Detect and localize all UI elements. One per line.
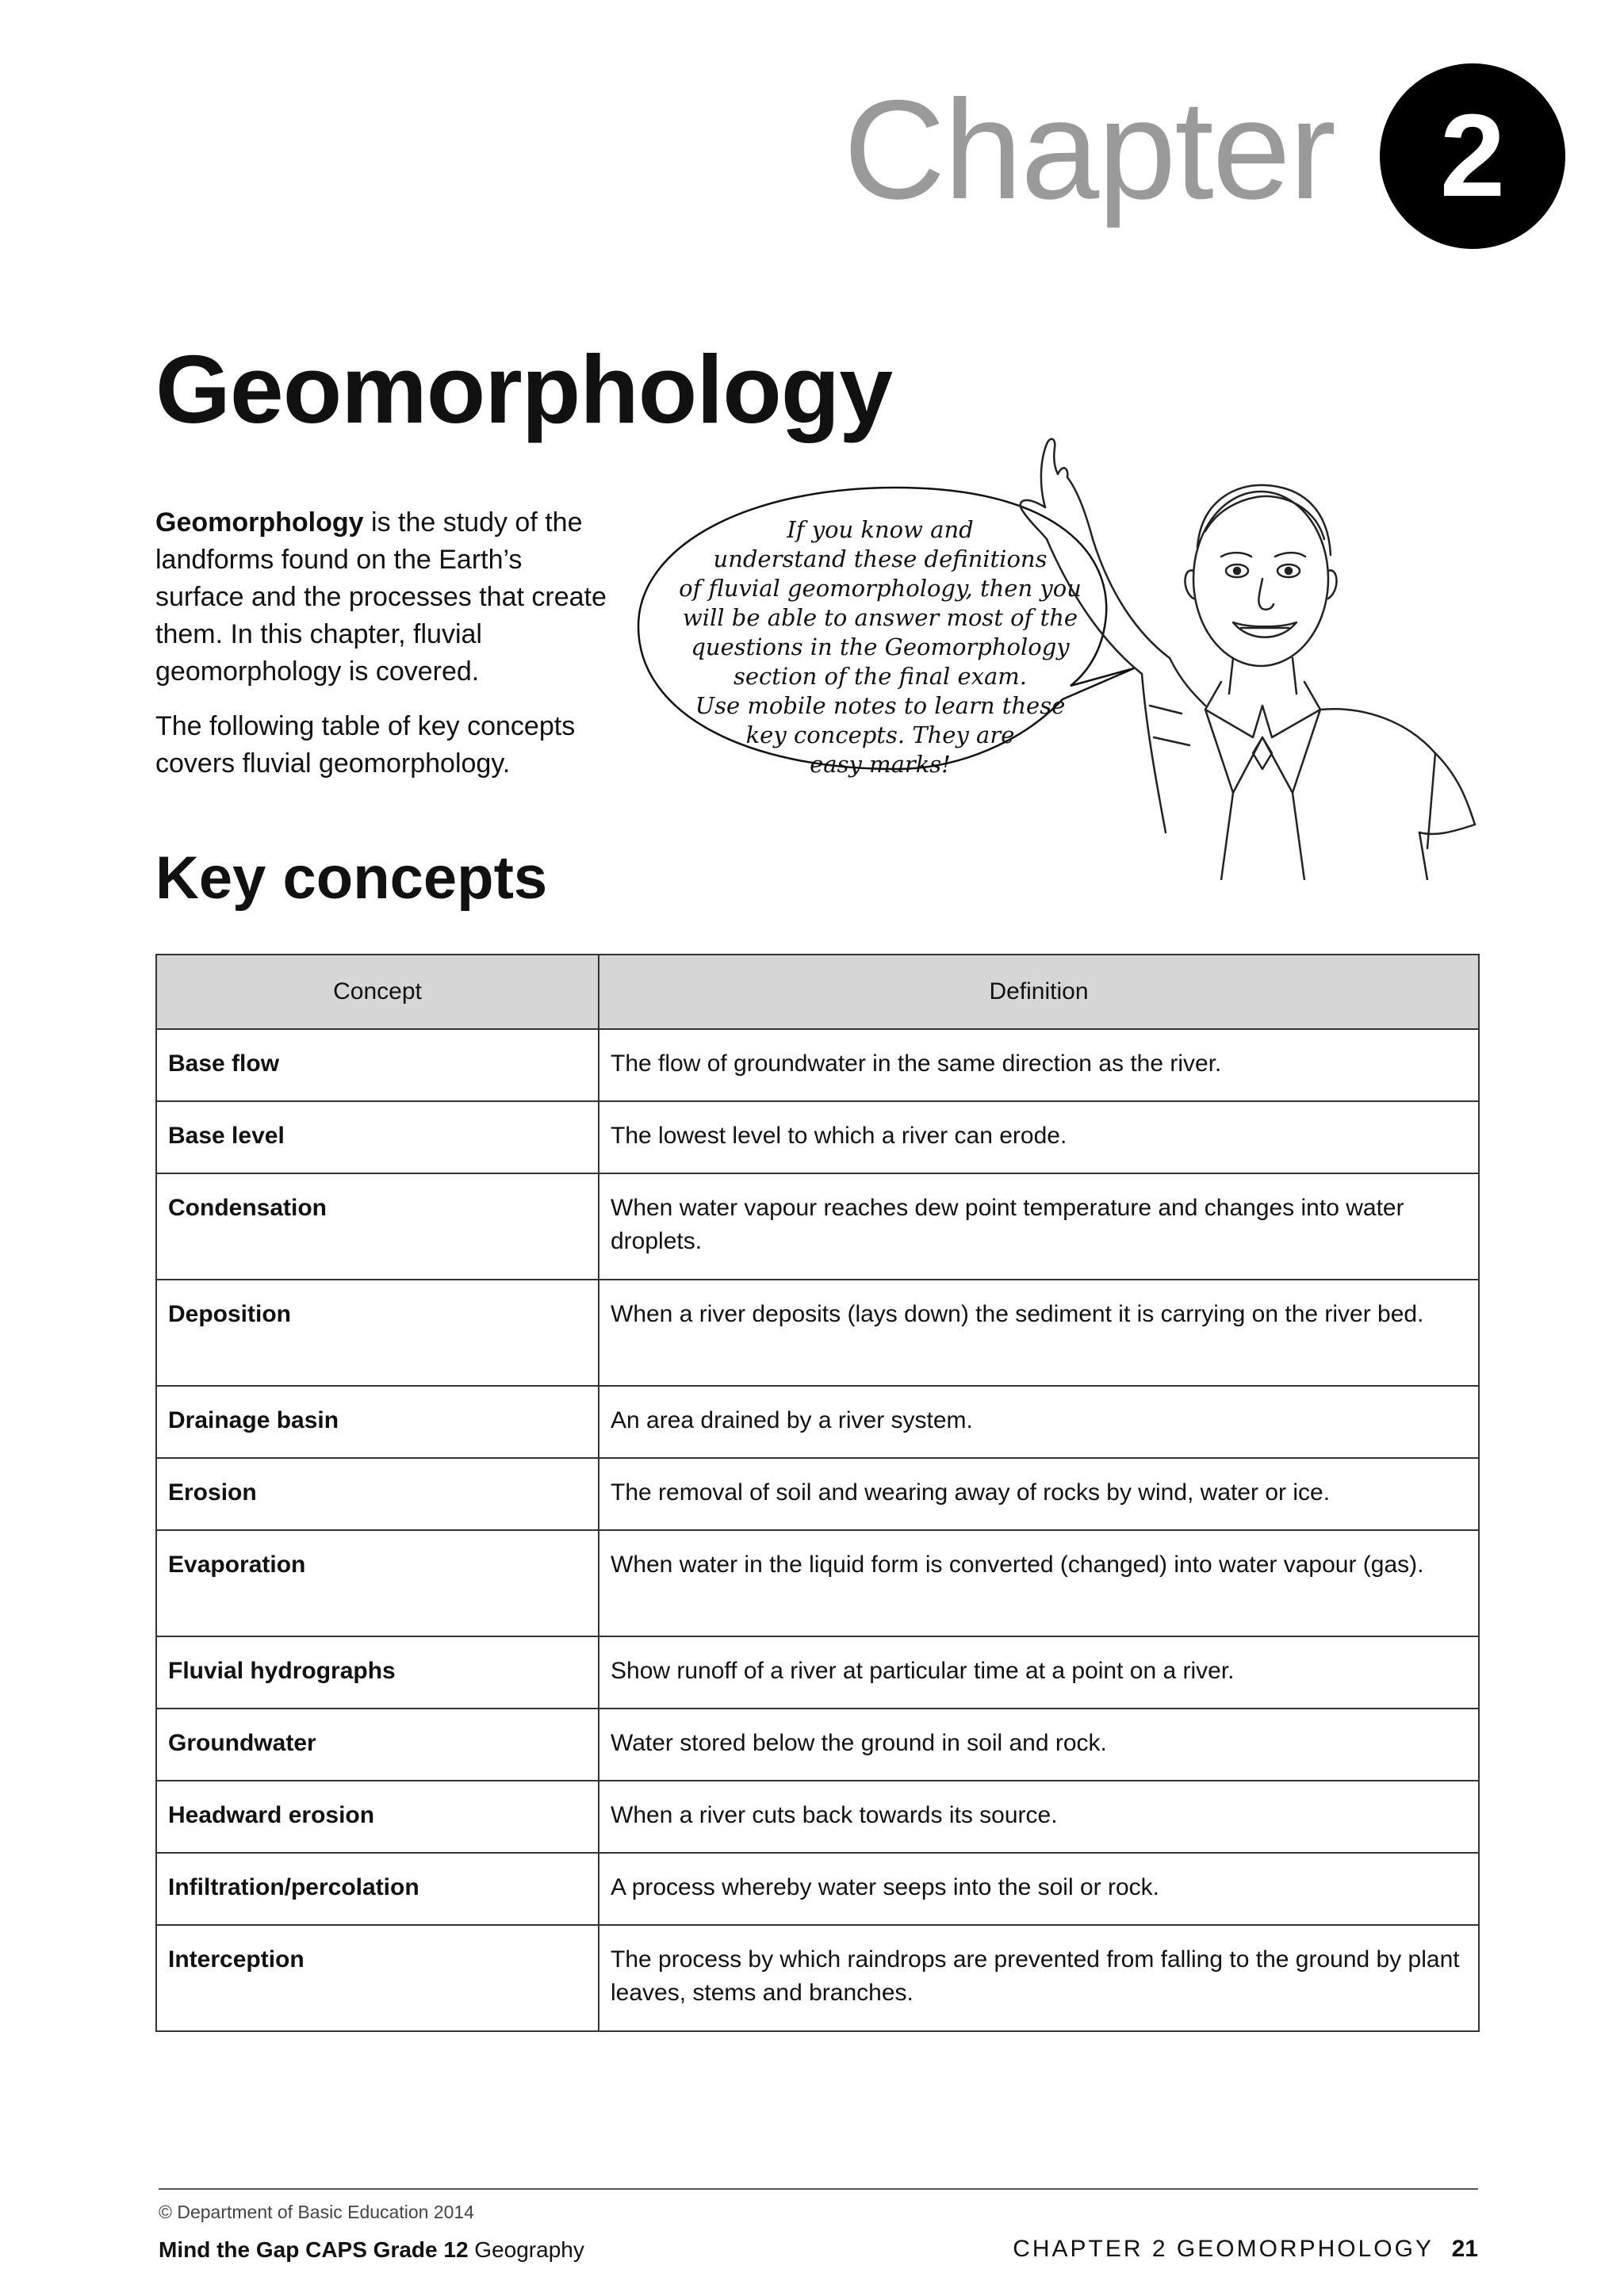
chapter-number-badge — [1380, 63, 1565, 249]
table-row — [156, 1101, 1479, 1173]
table-row — [156, 1925, 1479, 2031]
bubble-line: key concepts. They are — [745, 721, 1015, 748]
definition-cell: The process by which raindrops are prevented from falling to the ground by plant leaves, stems and branches. — [599, 1925, 1479, 2031]
intro-paragraph-2: The following table of key concepts covers fluvial geomorphology. — [155, 711, 576, 779]
column-header-definition: Definition — [599, 955, 1479, 1029]
intro-term: Geomorphology — [155, 507, 364, 538]
definition-cell: The lowest level to which a river can erode. — [599, 1101, 1479, 1173]
student-illustration — [952, 420, 1538, 880]
table-row — [156, 1636, 1479, 1709]
definition-cell: The removal of soil and wearing away of rocks by wind, water or ice. — [599, 1458, 1479, 1530]
table-row — [156, 1853, 1479, 1925]
definition-cell: The flow of groundwater in the same direction as the river. — [599, 1029, 1479, 1101]
table-row — [156, 1173, 1479, 1280]
definition-cell: When a river deposits (lays down) the sediment it is carrying on the river bed. — [599, 1280, 1479, 1386]
definition-cell: Show runoff of a river at particular time at a point on a river. — [599, 1636, 1479, 1709]
bubble-line: will be able to answer most of the — [682, 604, 1078, 631]
definition-cell: An area drained by a river system. — [599, 1386, 1479, 1458]
bubble-line: questions in the Geomorphology — [691, 633, 1070, 660]
page-number: 21 — [1451, 2236, 1478, 2262]
concept-cell: Infiltration/percolation — [156, 1853, 599, 1925]
bubble-line: Use mobile notes to learn these — [695, 692, 1066, 719]
concept-cell: Base flow — [156, 1029, 599, 1101]
bubble-line: easy marks! — [810, 751, 951, 778]
section-title: Key concepts — [155, 844, 548, 912]
footer-chapter-text: CHAPTER 2 GEOMORPHOLOGY — [1013, 2236, 1434, 2262]
intro-paragraph-1 — [155, 504, 615, 691]
table-row — [156, 1280, 1479, 1386]
bubble-line: If you know and — [787, 516, 974, 543]
column-header-concept: Concept — [156, 955, 599, 1029]
intro-text: is the study of the landforms found on the Earth’s surface and the processes that create them. In this chapter, fluvial geomorphology is covered. — [155, 507, 607, 687]
table-row — [156, 1781, 1479, 1853]
definition-cell: A process whereby water seeps into the soil or rock. — [599, 1853, 1479, 1925]
concept-cell: Deposition — [156, 1280, 599, 1386]
concept-cell: Headward erosion — [156, 1781, 599, 1853]
footer-book-title — [159, 2237, 584, 2263]
footer-chapter-label — [1013, 2236, 1478, 2263]
table-row — [156, 1029, 1479, 1101]
concept-cell: Condensation — [156, 1173, 599, 1280]
chapter-word: Chapter — [843, 71, 1335, 228]
footer-copyright: © Department of Basic Education 2014 — [159, 2202, 474, 2222]
definition-cell: When water vapour reaches dew point temperature and changes into water droplets. — [599, 1173, 1479, 1280]
key-concepts-table — [155, 954, 1480, 2032]
bubble-line: section of the final exam. — [733, 663, 1028, 690]
definition-cell: When water in the liquid form is converted (changed) into water vapour (gas). — [599, 1530, 1479, 1636]
concept-cell: Base level — [156, 1101, 599, 1173]
concept-cell: Drainage basin — [156, 1386, 599, 1458]
chapter-number: 2 — [1439, 90, 1506, 221]
footer-divider — [159, 2188, 1478, 2190]
table-row — [156, 1530, 1479, 1636]
table-row — [156, 1458, 1479, 1530]
footer-book-series: Mind the Gap CAPS Grade 12 — [159, 2237, 469, 2262]
table-header-row — [156, 955, 1479, 1029]
bubble-line: of fluvial geomorphology, then you — [679, 575, 1082, 602]
concept-cell: Interception — [156, 1925, 599, 2031]
definition-cell: When a river cuts back towards its source. — [599, 1781, 1479, 1853]
concept-cell: Groundwater — [156, 1709, 599, 1781]
table-row — [156, 1386, 1479, 1458]
concept-cell: Erosion — [156, 1458, 599, 1530]
page-title: Geomorphology — [155, 335, 893, 443]
concept-cell: Evaporation — [156, 1530, 599, 1636]
table-row — [156, 1709, 1479, 1781]
concept-cell: Fluvial hydrographs — [156, 1636, 599, 1709]
definition-cell: Water stored below the ground in soil and rock. — [599, 1709, 1479, 1781]
footer-book-subject: Geography — [468, 2237, 584, 2262]
bubble-line: understand these definitions — [713, 545, 1048, 572]
